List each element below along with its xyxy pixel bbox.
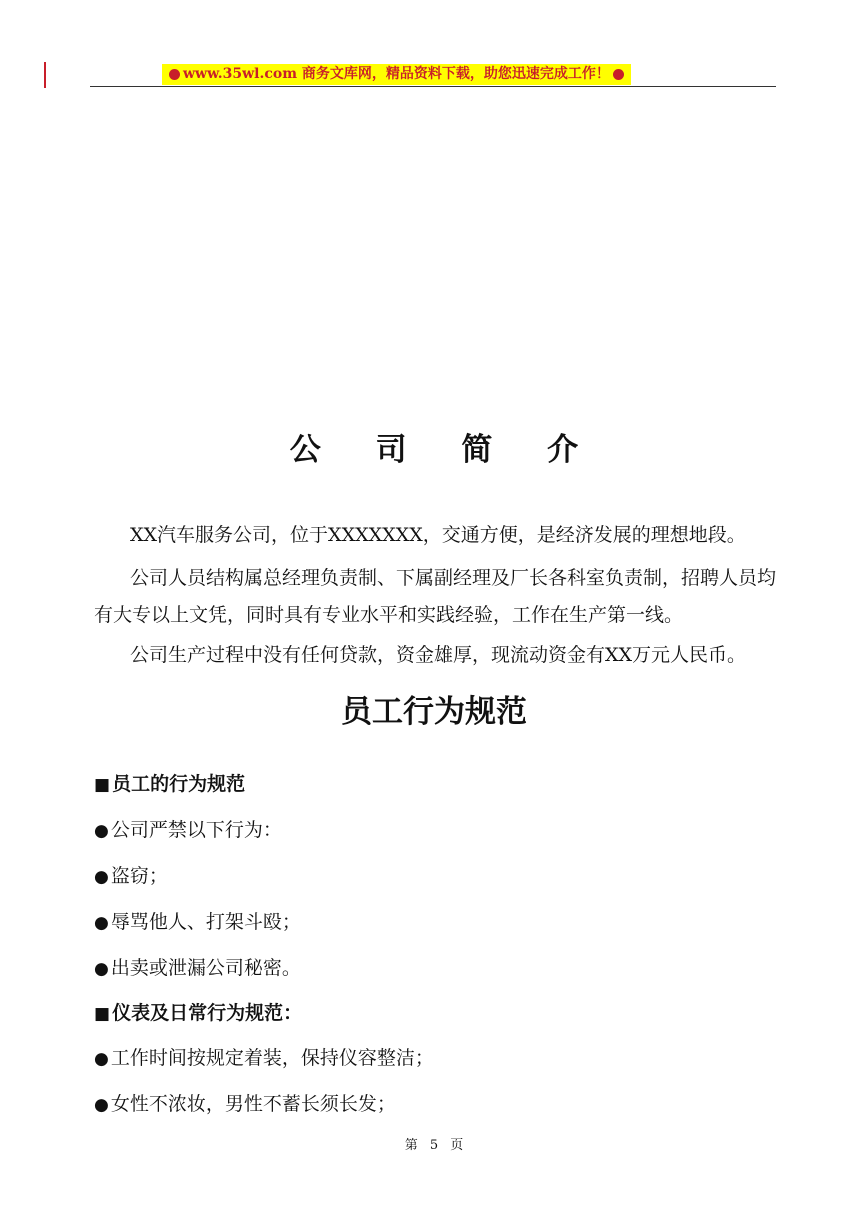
intro-paragraph-3: 公司生产过程中没有任何贷款，资金雄厚，现流动资金有XX万元人民币。 xyxy=(130,644,747,666)
list-item xyxy=(94,815,282,842)
banner-text: www.35wl.com 商务文库网，精品资料下载，助您迅速完成工作！ xyxy=(183,66,610,82)
square-bullet-icon: ■ xyxy=(94,775,111,795)
circle-bullet-icon: ● xyxy=(94,913,109,933)
circle-bullet-icon: ● xyxy=(94,1095,109,1115)
list-item xyxy=(94,907,301,934)
conduct-title: 员工行为规范 xyxy=(341,694,527,730)
list-item-text: 工作时间按规定着装，保持仪容整洁； xyxy=(110,1047,434,1069)
circle-bullet-icon: ● xyxy=(94,959,109,979)
intro-paragraph-1: XX汽车服务公司，位于XXXXXXX，交通方便，是经济发展的理想地段。 xyxy=(130,524,746,546)
company-intro-title: 公 司 简 介 xyxy=(289,432,601,468)
page-number: 第 5 页 xyxy=(404,1138,464,1153)
list-item xyxy=(94,1043,434,1070)
section-heading-text: 员工的行为规范 xyxy=(112,773,246,795)
list-item xyxy=(94,861,168,888)
list-item-text: 公司严禁以下行为： xyxy=(110,819,282,841)
list-item xyxy=(94,953,301,980)
section-heading-text: 仪表及日常行为规范： xyxy=(112,1002,303,1024)
list-item-text: 盗窃； xyxy=(110,865,168,887)
banner-left-dot-icon xyxy=(169,69,180,80)
list-item-text: 女性不浓妆，男性不蓄长须长发； xyxy=(110,1093,396,1115)
margin-mark xyxy=(44,62,46,88)
circle-bullet-icon: ● xyxy=(94,867,109,887)
list-item-text: 辱骂他人、打架斗殴； xyxy=(110,911,301,933)
header-banner[interactable] xyxy=(162,64,631,85)
list-item xyxy=(94,1089,396,1116)
header-rule xyxy=(90,86,776,87)
circle-bullet-icon: ● xyxy=(94,821,109,841)
intro-paragraph-2: 公司人员结构属总经理负责制、下属副经理及厂长各科室负责制，招聘人员均有大专以上文凭，同时具有专业水平和实践经验，工作在生产第一线。 xyxy=(94,567,777,626)
list-item-text: 出卖或泄漏公司秘密。 xyxy=(110,957,301,979)
section-heading-appearance xyxy=(94,998,302,1025)
circle-bullet-icon: ● xyxy=(94,1049,109,1069)
square-bullet-icon: ■ xyxy=(94,1004,111,1024)
banner-right-dot-icon xyxy=(613,69,624,80)
section-heading-conduct xyxy=(94,769,245,796)
